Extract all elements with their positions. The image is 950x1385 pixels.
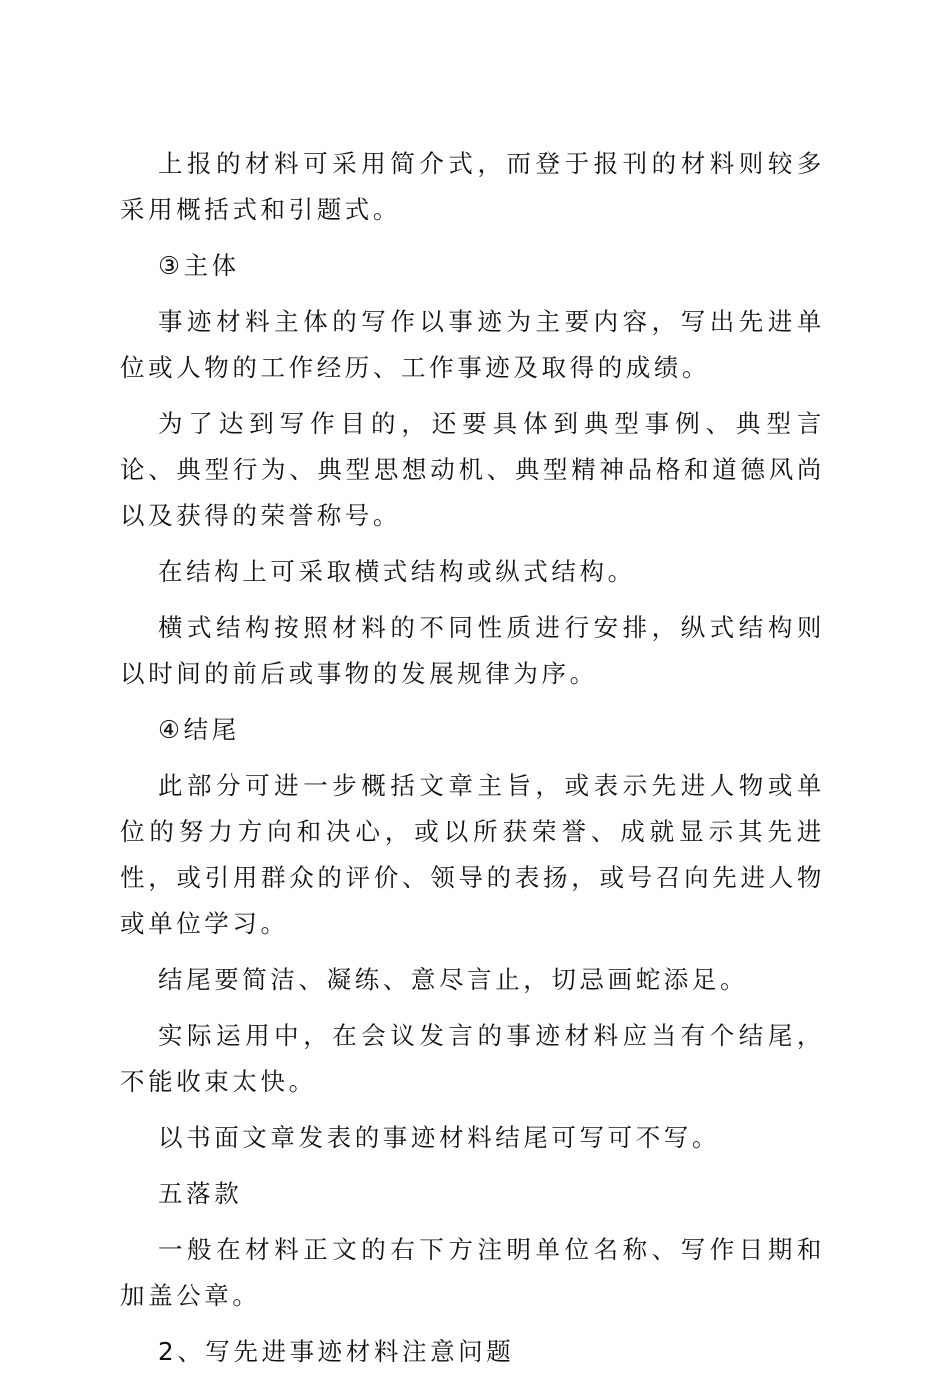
paragraph-intro-format: 上报的材料可采用简介式，而登于报刊的材料则较多采用概括式和引题式。 [120, 149, 825, 224]
paragraph-ending-concise: 结尾要简洁、凝练、意尽言止，切忌画蛇添足。 [158, 965, 749, 994]
heading-signature: 五落款 [158, 1179, 243, 1208]
document-body [120, 141, 825, 1385]
heading-main-body: ③主体 [158, 251, 240, 280]
heading-notes: 2、写先进事迹材料注意问题 [158, 1337, 515, 1366]
paragraph-structure: 在结构上可采取横式结构或纵式结构。 [158, 557, 636, 586]
paragraph-ending-meeting: 实际运用中，在会议发言的事迹材料应当有个结尾，不能收束太快。 [120, 1021, 825, 1096]
paragraph-signature-content: 一般在材料正文的右下方注明单位名称、写作日期和加盖公章。 [120, 1235, 825, 1310]
paragraph-typical-examples: 为了达到写作目的，还要具体到典型事例、典型言论、典型行为、典型思想动机、典型精神品格和道德风尚以及获得的荣誉称号。 [120, 409, 825, 530]
paragraph-ending-content: 此部分可进一步概括文章主旨，或表示先进人物或单位的努力方向和决心，或以所获荣誉、成就显示其先进性，或引用群众的评价、领导的表扬，或号召向先进人物或单位学习。 [120, 771, 825, 938]
paragraph-structure-types: 横式结构按照材料的不同性质进行安排，纵式结构则以时间的前后或事物的发展规律为序。 [120, 613, 825, 688]
heading-ending: ④结尾 [158, 715, 240, 744]
paragraph-ending-written: 以书面文章发表的事迹材料结尾可写可不写。 [158, 1123, 720, 1152]
paragraph-body-content: 事迹材料主体的写作以事迹为主要内容，写出先进单位或人物的工作经历、工作事迹及取得的成绩。 [120, 307, 825, 382]
